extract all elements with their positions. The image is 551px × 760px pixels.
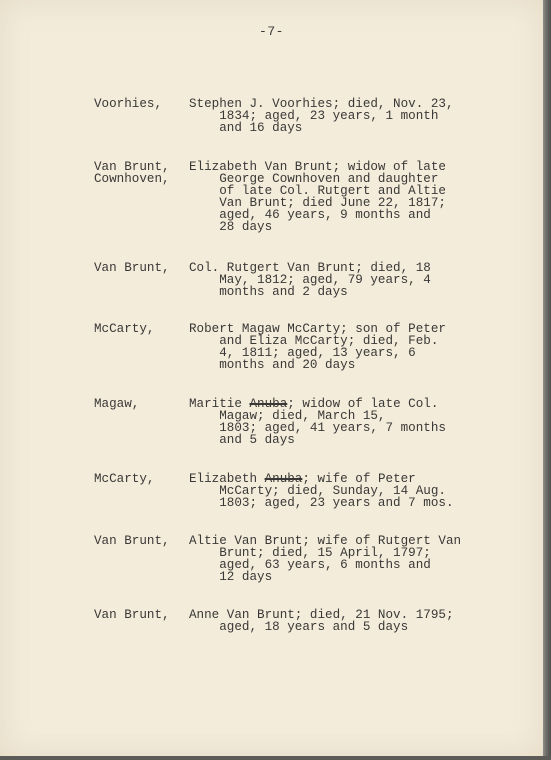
entry-description: Col. Rutgert Van Brunt; died, 18 May, 1812; aged, 79 years, 4 months and 2 days: [189, 261, 431, 299]
page-number: -7-: [259, 24, 284, 39]
entry-description: Anne Van Brunt; died, 21 Nov. 1795; aged, 18 years and 5 days: [189, 608, 454, 634]
entry-description: Altie Van Brunt; wife of Rutgert Van Brunt; died, 15 April, 1797; aged, 63 years, 6 months and 12 days: [189, 534, 462, 584]
page-edge-bottom: [0, 756, 551, 760]
entry-description: Robert Magaw McCarty; son of Peter and Eliza McCarty; died, Feb. 4, 1811; aged, 13 years, 6 months and 20 days: [189, 322, 446, 372]
entry-surname: Magaw,: [94, 397, 140, 411]
entry-description: Elizabeth Anuba; wife of Peter McCarty; died, Sunday, 14 Aug. 1803; aged, 23 years and 7 mos.: [189, 472, 454, 510]
entry-surname: Van Brunt,: [94, 261, 170, 275]
entry-surname: Van Brunt,: [94, 534, 170, 548]
page-edge-right: [543, 0, 551, 760]
struck-word: Anuba: [264, 472, 303, 486]
entry-surname: McCarty,: [94, 472, 155, 486]
struck-word: Anuba: [249, 397, 288, 411]
entry-surname: McCarty,: [94, 322, 155, 336]
entry-surname: Van Brunt,: [94, 608, 170, 622]
entry-surname: Van Brunt, Cownhoven,: [94, 160, 170, 186]
entry-description: Stephen J. Voorhies; died, Nov. 23, 1834; aged, 23 years, 1 month and 16 days: [189, 97, 454, 135]
entry-description: Maritie Anuba; widow of late Col. Magaw; died, March 15, 1803; aged, 41 years, 7 months and 5 days: [189, 397, 446, 447]
entry-description: Elizabeth Van Brunt; widow of late George Cownhoven and daughter of late Col. Rutgert and Altie Van Brunt; died June 22, 1817; aged, 46 years, 9 months and 28 days: [189, 160, 446, 234]
entry-surname: Voorhies,: [94, 97, 163, 111]
